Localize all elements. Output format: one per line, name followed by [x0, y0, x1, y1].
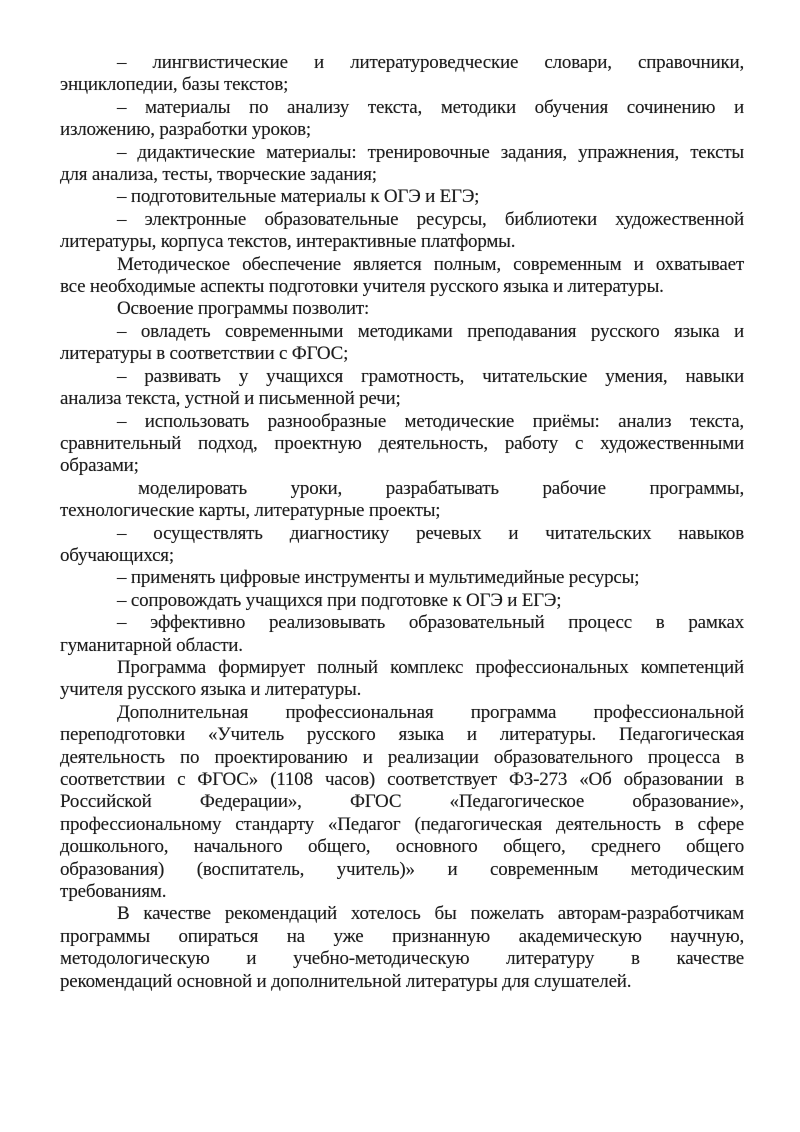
paragraph	[60, 411, 744, 478]
text-line: – развивать у учащихся грамотность, читательские умения, навыки	[117, 365, 744, 387]
text-line: методологическую и учебно-методическую литературу в качестве	[60, 948, 744, 970]
text-line: Освоение программы позволит:	[117, 298, 370, 320]
text-line: – дидактические материалы: тренировочные задания, упражнения, тексты	[117, 141, 744, 163]
paragraph	[60, 478, 744, 523]
paragraph	[60, 702, 744, 904]
text-line: – лингвистические и литературоведческие словари, справочники,	[117, 52, 744, 73]
text-line: соответствии с ФГОС» (1108 часов) соответствует ФЗ-273 «Об образовании в	[60, 769, 744, 790]
text-line: – осуществлять диагностику речевых и читательских навыков	[117, 522, 744, 544]
paragraph	[60, 657, 744, 702]
text-line: моделировать уроки, разрабатывать рабочие программы,	[138, 477, 744, 499]
text-line: гуманитарной области.	[60, 634, 243, 656]
text-line: литературы, корпуса текстов, интерактивные платформы.	[60, 231, 516, 253]
text-line: – материалы по анализу текста, методики обучения сочинению и	[117, 96, 744, 118]
paragraph	[60, 321, 744, 366]
text-line: учителя русского языка и литературы.	[60, 679, 362, 701]
text-line: энциклопедии, базы текстов;	[60, 74, 289, 96]
text-line: технологические карты, литературные проекты;	[60, 500, 441, 522]
text-line: – подготовительные материалы к ОГЭ и ЕГЭ;	[117, 186, 480, 208]
paragraph	[60, 523, 744, 568]
text-line: – электронные образовательные ресурсы, библиотеки художественной	[117, 208, 744, 230]
text-line: Российской Федерации», ФГОС «Педагогическое образование»,	[60, 791, 744, 813]
paragraph	[60, 366, 744, 411]
text-line: анализа текста, устной и письменной речи;	[60, 388, 401, 410]
paragraph	[60, 590, 744, 612]
paragraph	[60, 612, 744, 657]
paragraph	[60, 254, 744, 299]
text-line: Программа формирует полный комплекс профессиональных компетенций	[117, 656, 744, 678]
text-line: – использовать разнообразные методические приёмы: анализ текста,	[117, 410, 744, 432]
text-line: деятельность по проектированию и реализации образовательного процесса в	[60, 746, 744, 768]
text-line: рекомендаций основной и дополнительной литературы для слушателей.	[60, 970, 632, 992]
paragraph	[60, 142, 744, 187]
text-line: профессиональному стандарту «Педагог (педагогическая деятельность в сфере	[60, 813, 744, 835]
paragraph	[60, 97, 744, 142]
paragraph	[60, 298, 744, 320]
document-body	[60, 52, 744, 993]
text-line: сравнительный подход, проектную деятельность, работу с художественными	[60, 432, 744, 454]
text-line: – эффективно реализовывать образовательный процесс в рамках	[117, 612, 744, 634]
text-line: переподготовки «Учитель русского языка и литературы. Педагогическая	[60, 724, 744, 746]
text-line: – сопровождать учащихся при подготовке к ОГЭ и ЕГЭ;	[117, 589, 562, 611]
text-line: – применять цифровые инструменты и мультимедийные ресурсы;	[117, 567, 640, 589]
text-line: все необходимые аспекты подготовки учителя русского языка и литературы.	[60, 276, 664, 298]
paragraph	[60, 52, 744, 97]
text-line: образования) (воспитатель, учитель)» и современным методическим	[60, 858, 744, 880]
paragraph	[60, 186, 744, 208]
text-line: литературы в соответствии с ФГОС;	[60, 343, 349, 365]
text-line: для анализа, тесты, творческие задания;	[60, 164, 377, 186]
text-line: Методическое обеспечение является полным, современным и охватывает	[117, 253, 744, 275]
paragraph	[60, 903, 744, 993]
text-line: дошкольного, начального общего, основного общего, среднего общего	[60, 836, 744, 858]
text-line: – овладеть современными методиками преподавания русского языка и	[117, 320, 744, 342]
paragraph	[60, 567, 744, 589]
text-line: изложению, разработки уроков;	[60, 119, 311, 141]
text-line: обучающихся;	[60, 544, 174, 566]
paragraph	[60, 209, 744, 254]
text-line: требованиям.	[60, 881, 167, 903]
text-line: Дополнительная профессиональная программа профессиональной	[117, 701, 744, 723]
text-line: программы опираться на уже признанную академическую научную,	[60, 925, 744, 947]
text-line: В качестве рекомендаций хотелось бы пожелать авторам-разработчикам	[117, 903, 744, 925]
text-line: образами;	[60, 455, 139, 477]
